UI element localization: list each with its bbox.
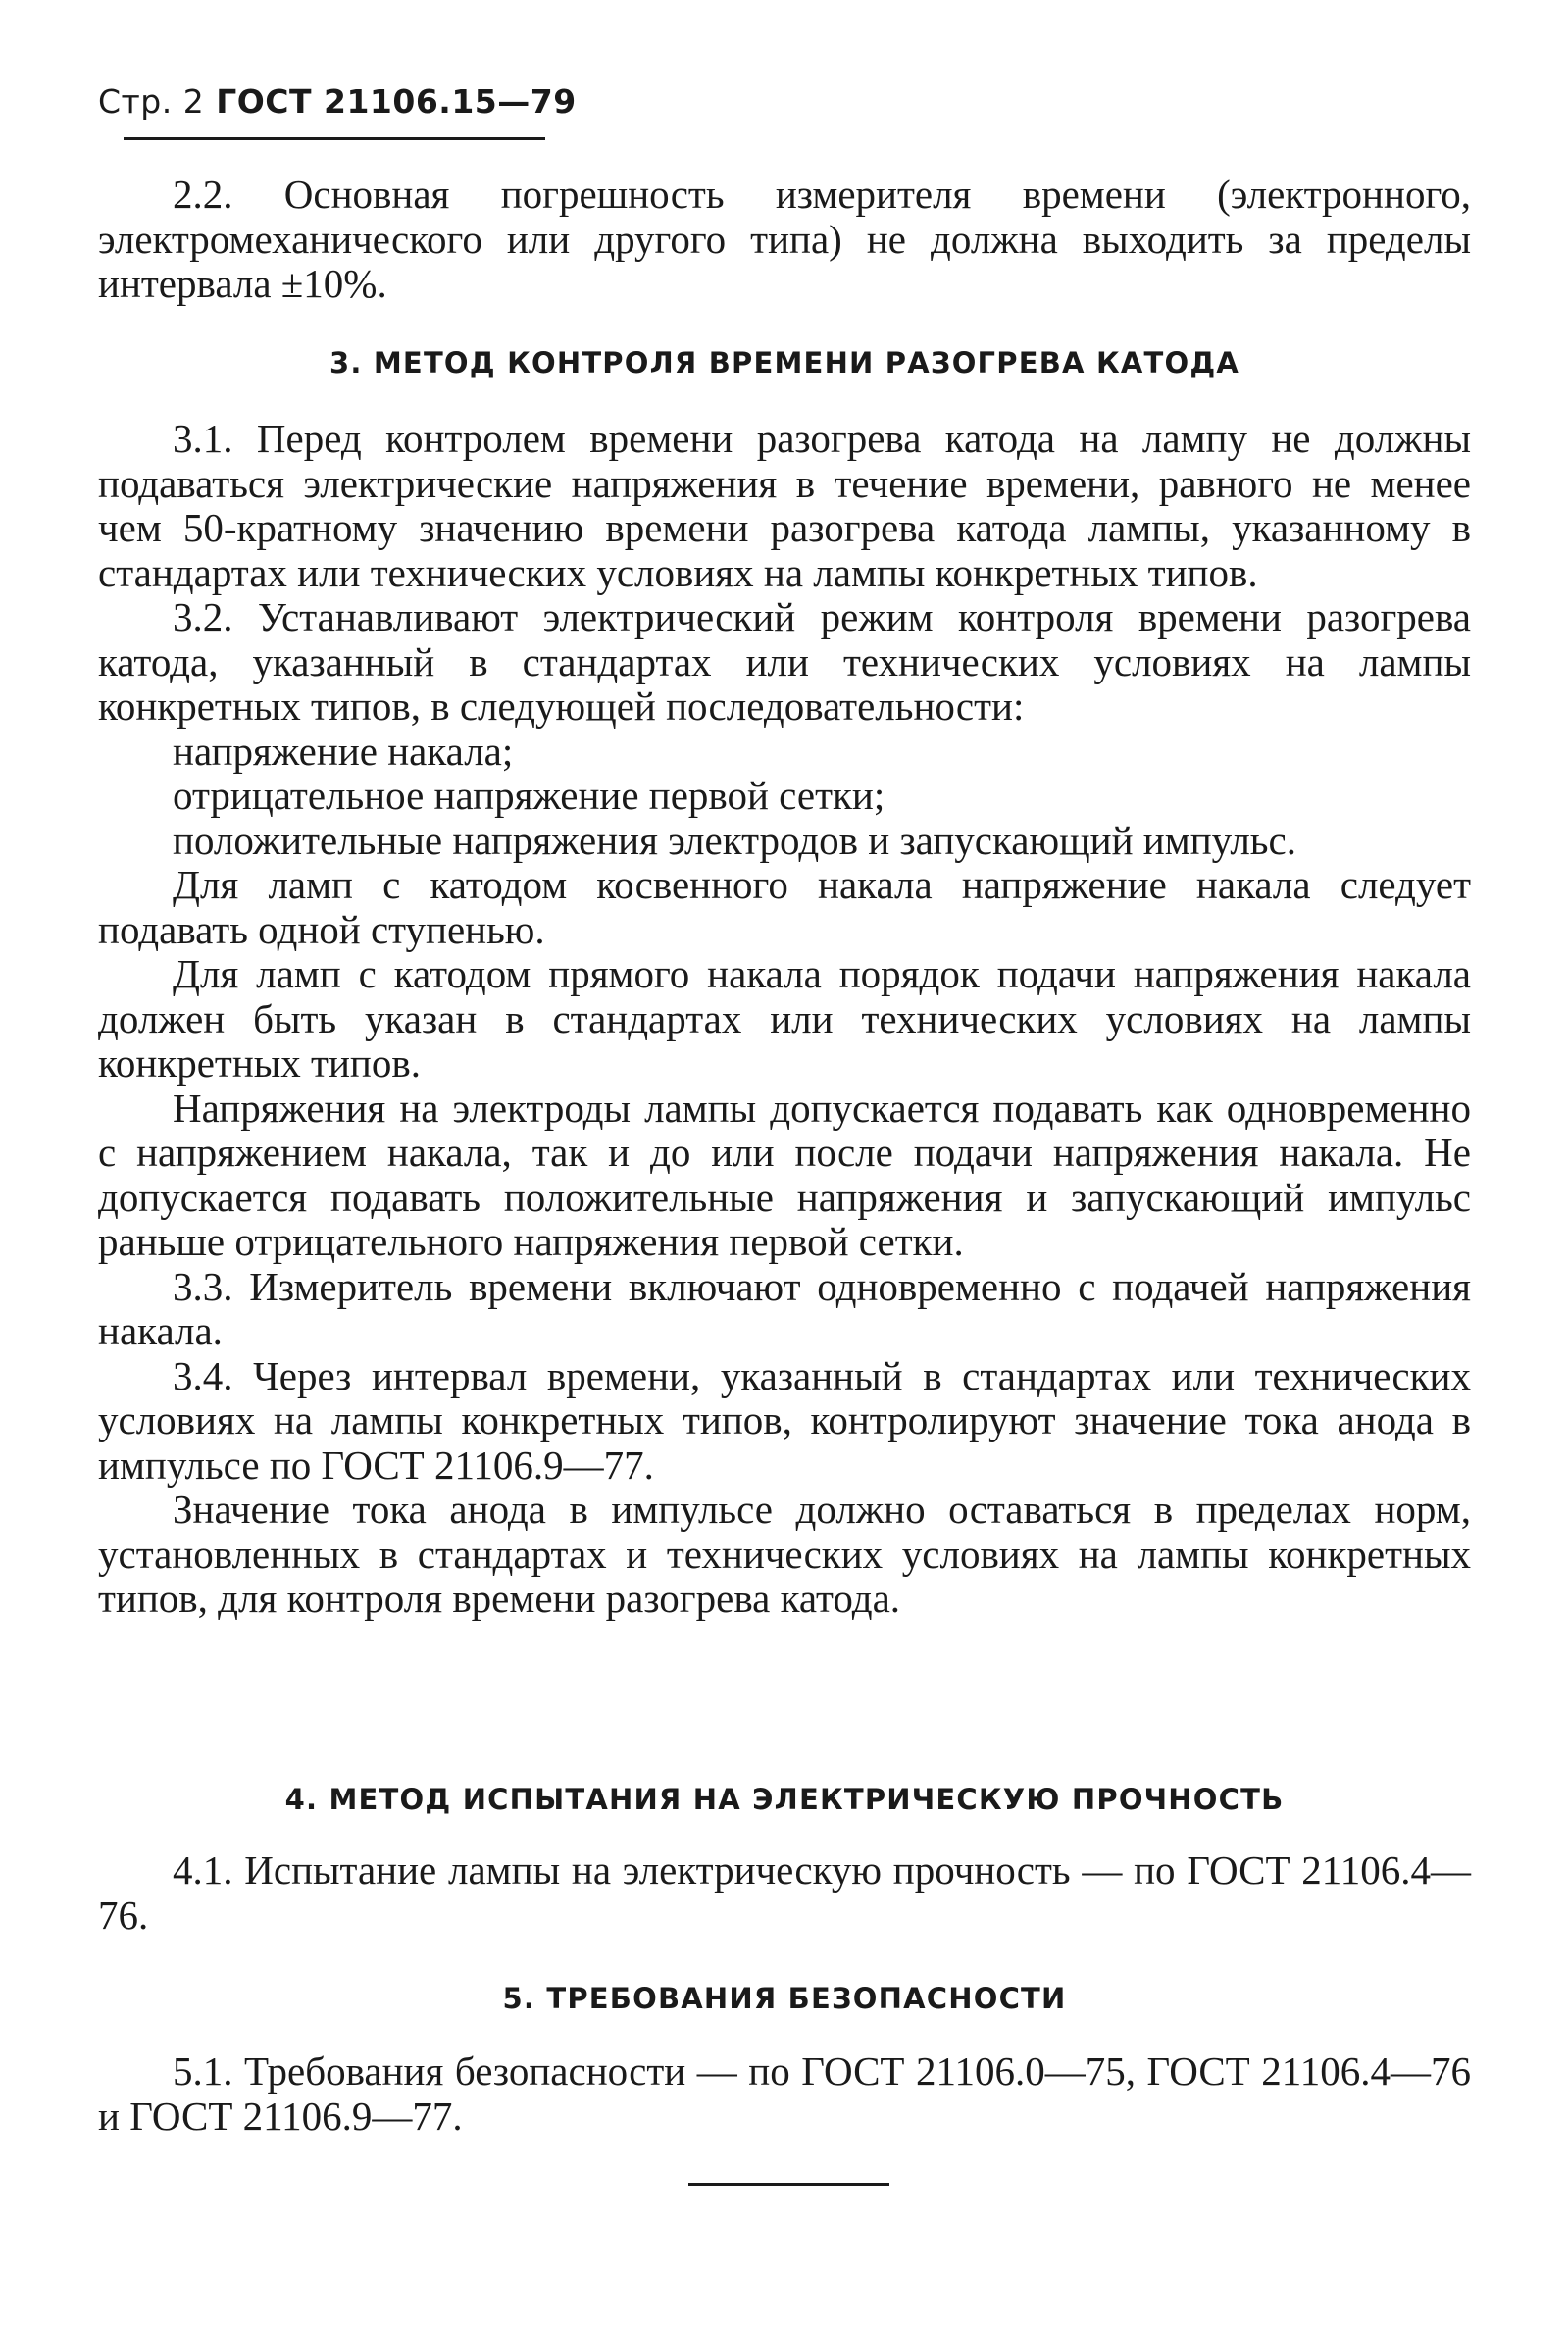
section-3-body: [98, 417, 1471, 1622]
list-item-grid-voltage: отрицательное напряжение первой сетки;: [173, 773, 885, 818]
list-item-electrode-voltages: положительные напряжения электродов и запускающий импульс.: [173, 817, 1296, 863]
paragraph-4-1: 4.1. Испытание лампы на электрическую прочность — по ГОСТ 21106.4—76.: [98, 1847, 1471, 1938]
paragraph-indirect-cathode: Для ламп с катодом косвенного накала напряжение накала следует подавать одной ступенью.: [98, 862, 1471, 952]
paragraph-2-2: 2.2. Основная погрешность измерителя времени (электронного, электромеханического или другого типа) не должна выходить за пределы интервала ±10%.: [98, 172, 1471, 306]
paragraph-3-1: 3.1. Перед контролем времени разогрева катода на лампу не должны подаваться электрические напряжения в течение времени, равного не менее чем 50-кратному значению времени разогрева катода лампы, указанному в стандартах или технических условиях на лампы конкретных типов.: [98, 416, 1471, 595]
paragraph-anode-current: Значение тока анода в импульсе должно оставаться в пределах норм, установленных в стандартах и технических условиях на лампы конкретных типов, для контроля времени разогрева катода.: [98, 1487, 1471, 1621]
section-5-heading-block: [98, 1979, 1471, 2018]
section-4-heading-block: [98, 1780, 1471, 1819]
list-item-filament-voltage: напряжение накала;: [173, 728, 514, 774]
paragraph-3-2: 3.2. Устанавливают электрический режим контроля времени разогрева катода, указанный в стандартах или технических условиях на лампы конкретных типов, в следующей последовательности:: [98, 594, 1471, 729]
paragraph-2-2-block: [98, 173, 1471, 307]
section-3-heading: 3. МЕТОД КОНТРОЛЯ ВРЕМЕНИ РАЗОГРЕВА КАТОДА: [329, 346, 1240, 379]
page-label: Стр. 2: [98, 82, 205, 121]
paragraph-direct-cathode: Для ламп с катодом прямого накала порядок подачи напряжения накала должен быть указан в стандартах или технических условиях на лампы конкретных типов.: [98, 951, 1471, 1086]
paragraph-3-4: 3.4. Через интервал времени, указанный в стандартах или технических условиях на лампы конкретных типов, контролируют значение тока анода в импульсе по ГОСТ 21106.9—77.: [98, 1352, 1471, 1488]
section-4-body: [98, 1848, 1471, 1938]
section-5-body: [98, 2049, 1471, 2139]
standard-number: ГОСТ 21106.15—79: [216, 82, 577, 121]
end-rule: [688, 2183, 889, 2186]
section-3-heading-block: [98, 343, 1471, 382]
section-4-heading: 4. МЕТОД ИСПЫТАНИЯ НА ЭЛЕКТРИЧЕСКУЮ ПРОЧНОСТЬ: [284, 1783, 1285, 1816]
header-rule: [124, 137, 545, 140]
paragraph-electrode-voltages: Напряжения на электроды лампы допускается подавать как одновременно с напряжением накала, так и до или после подачи напряжения накала. Не допускается подавать положительные напряжения и запускающий импульс раньше отрицательного напряжения первой сетки.: [98, 1085, 1471, 1264]
paragraph-3-3: 3.3. Измеритель времени включают одновременно с подачей напряжения накала.: [98, 1263, 1471, 1353]
paragraph-5-1: 5.1. Требования безопасности — по ГОСТ 21106.0—75, ГОСТ 21106.4—76 и ГОСТ 21106.9—77.: [98, 2048, 1471, 2139]
section-5-heading: 5. ТРЕБОВАНИЯ БЕЗОПАСНОСТИ: [502, 1982, 1067, 2015]
running-head: [98, 82, 577, 121]
